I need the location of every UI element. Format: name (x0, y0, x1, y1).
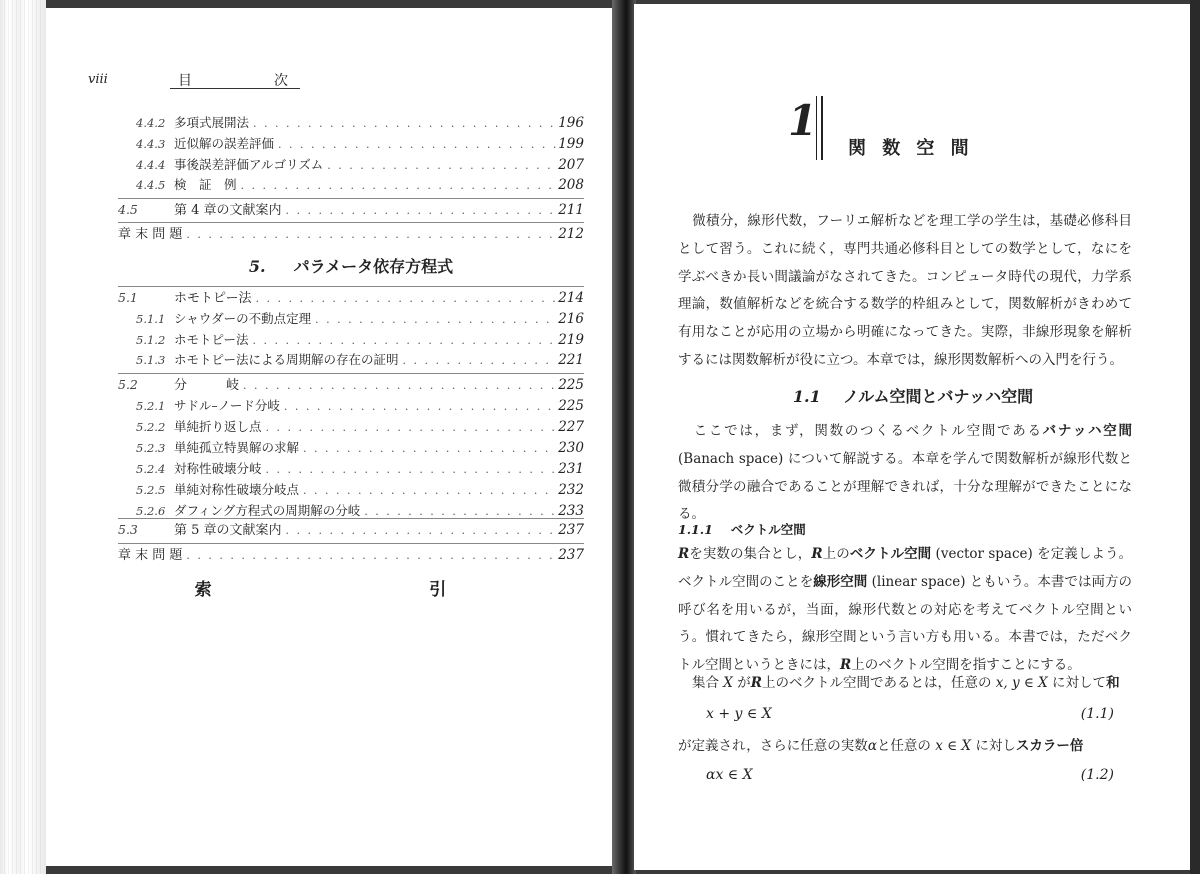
toc-entry-title: 多項式展開法 (174, 115, 250, 130)
toc-entry-title: サドル–ノード分岐 (174, 398, 280, 413)
toc-entry-page: 196 (558, 115, 584, 131)
toc-entry-page: 216 (558, 311, 584, 327)
toc-entry[interactable]: 5.1 ホモトピー法 . . . 214 (118, 288, 584, 308)
toc-entry-title: 第 4 章の文献案内 (174, 203, 282, 218)
toc-entry-page: 225 (558, 398, 584, 414)
subsection-heading: 1.1.1 ベクトル空間 (678, 522, 806, 537)
section-heading: 1.1 ノルム空間とバナッハ空間 (792, 387, 1034, 406)
book-edge-right (1190, 0, 1200, 874)
toc-entry-title: 章 末 問 題 (118, 548, 183, 563)
toc-entry-page: 225 (558, 377, 584, 393)
leader-dots (278, 135, 556, 155)
toc-entry[interactable]: 5.2.6 ダフィング方程式の周期解の分岐 . . . 233 (136, 501, 584, 521)
leader-dots (284, 397, 556, 417)
chapter-bar (816, 96, 823, 160)
toc-entry-page: 212 (558, 226, 584, 242)
leader-dots (253, 331, 557, 351)
toc-entry-title: 章 末 問 題 (118, 227, 183, 242)
toc-entry[interactable]: 5.2.3 単純孤立特異解の求解 . . . 230 (136, 438, 584, 458)
set-definition-line: 集合 X がR上のベクトル空間であるとは，任意の x, y ∈ X に対して和 (692, 675, 1120, 691)
leader-dots (303, 439, 556, 459)
toc-entry-title: 事後誤差評価アルゴリズム (174, 157, 324, 172)
toc-entry[interactable]: 5.2.5 単純対称性破壊分岐点 . . . 232 (136, 480, 584, 500)
toc-entry-title: 単純孤立特異解の求解 (174, 440, 300, 455)
leader-dots (266, 460, 557, 480)
toc-entry-page: 221 (558, 352, 584, 368)
chapter-5-heading[interactable]: 5. パラメータ依存方程式 (248, 257, 454, 276)
chapter-number: 1 (788, 96, 818, 145)
leader-dots (186, 546, 556, 566)
toc-entry-page: 227 (558, 419, 584, 435)
toc-entry-page: 233 (558, 503, 584, 519)
toc-entry-title: ホモトピー法 (174, 291, 252, 306)
toc-entry[interactable]: 4.5 第 4 章の文献案内 . . . 211 (118, 200, 584, 220)
toc-entry[interactable]: 5.2.4 対称性破壊分岐 . . . 231 (136, 459, 584, 479)
toc-entry-page: 211 (558, 202, 584, 218)
leader-dots (327, 156, 556, 176)
toc-entry[interactable]: 5.2 分 岐 . . . 225 (118, 375, 584, 395)
book-spine (612, 0, 636, 874)
toc-entry-title: 第 5 章の文献案内 (174, 523, 282, 538)
toc-entry-title: 近似解の誤差評価 (174, 136, 275, 151)
scalar-definition-line: が定義され，さらに任意の実数αと任意の x ∈ X に対しスカラー倍 (678, 738, 1084, 754)
leader-dots (266, 418, 557, 438)
toc-entry[interactable]: 5.2.1 サドル–ノード分岐 . . . 225 (136, 396, 584, 416)
toc-entry-page: 230 (558, 440, 584, 456)
leader-dots (241, 176, 557, 196)
toc-entry-page: 237 (558, 547, 584, 563)
toc-entry-title: 単純折り返し点 (174, 419, 262, 434)
toc-entry[interactable] (118, 224, 584, 244)
divider (118, 373, 584, 374)
leader-dots (255, 289, 556, 309)
toc-entry-page: 199 (558, 136, 584, 152)
toc-entry-page: 219 (558, 332, 584, 348)
leader-dots (315, 310, 556, 330)
toc-entry-title: ダフィング方程式の周期解の分岐 (174, 503, 361, 518)
toc-entry-page: 237 (558, 522, 584, 538)
equation-1-2: αx ∈ X (1.2) (706, 767, 1114, 783)
toc-entry[interactable]: 4.4.2 多項式展開法 . . . 196 (136, 113, 584, 133)
leader-dots (253, 114, 556, 134)
toc-entry[interactable]: 5.1.2 ホモトピー法 . . . 219 (136, 330, 584, 350)
leader-dots (303, 481, 556, 501)
divider (118, 222, 584, 223)
chapter-title: 関数空間 (848, 138, 985, 159)
toc-entry-title: 検 証 例 (174, 177, 237, 192)
divider (118, 198, 584, 199)
equation-label: (1.1) (1080, 706, 1114, 722)
toc-entry-page: 232 (558, 482, 584, 498)
running-head-rule (170, 88, 300, 89)
divider (118, 286, 584, 287)
toc-entry-page: 207 (558, 157, 584, 173)
toc-entry[interactable]: 4.4.4 事後誤差評価アルゴリズム . . . 207 (136, 155, 584, 175)
toc-entry-title: 対称性破壊分岐 (174, 461, 262, 476)
toc-entry[interactable]: 4.4.3 近似解の誤差評価 . . . 199 (136, 134, 584, 154)
toc-entry[interactable] (118, 545, 584, 565)
toc-entry-page: 214 (558, 290, 584, 306)
toc-entry-title: 分 岐 (174, 378, 240, 393)
toc-entry[interactable]: 5.1.3 ホモトピー法による周期解の存在の証明 . . . 221 (136, 350, 584, 370)
toc-entry-page: 208 (558, 177, 584, 193)
toc-entry[interactable]: 5.1.1 シャウダーの不動点定理 . . . 216 (136, 309, 584, 329)
book-page-edges-left (0, 0, 46, 874)
section-paragraph: ここでは，まず，関数のつくるベクトル空間であるバナッハ空間 (Banach space) について解説する。本章を学んで関数解析が線形代数と微積分学の融合であることが理解できれば，十分な理解ができたことになる。 (678, 423, 1132, 523)
leader-dots (186, 225, 556, 245)
equation-label: (1.2) (1080, 767, 1114, 783)
toc-entry[interactable]: 5.3 第 5 章の文献案内 . . . 237 (118, 520, 584, 540)
toc-entry-title: ホモトピー法による周期解の存在の証明 (174, 352, 399, 367)
leader-dots (403, 351, 557, 371)
running-head: viii 目 次 (88, 68, 298, 88)
index-heading[interactable]: 索 引 (194, 580, 508, 600)
toc-entry-title: ホモトピー法 (174, 332, 249, 347)
leader-dots (364, 502, 556, 522)
equation-1-1: x + y ∈ X (1.1) (706, 706, 1114, 722)
toc-entry-page: 231 (558, 461, 584, 477)
leader-dots (286, 201, 557, 221)
intro-paragraph: 微積分，線形代数，フーリエ解析などを理工学の学生は，基礎必修科目として習う。これに続く，専門共通必修科目としての数学として，なにを学ぶべきか長い間議論がなされてきた。コンピュータ時代の現代，力学系理論，数値解析などを統合する数学的枠組みとして，関数解析がきわめて有用なことが応用の立場から明確になってきた。実際，非線形現象を解析するには関数解析が役に立つ。本章では，線形関数解析への入門を行う。 (678, 213, 1132, 368)
divider (118, 543, 584, 544)
toc-entry-title: シャウダーの不動点定理 (174, 311, 312, 326)
toc-entry[interactable]: 5.2.2 単純折り返し点 . . . 227 (136, 417, 584, 437)
toc-entry-title: 単純対称性破壊分岐点 (174, 482, 300, 497)
leader-dots (243, 376, 556, 396)
leader-dots (286, 521, 557, 541)
toc-entry[interactable]: 4.4.5 検 証 例 . . . 208 (136, 175, 584, 195)
subsection-paragraph: Rを実数の集合とし，R上のベクトル空間 (vector space) を定義しよう。ベクトル空間のことを線形空間 (linear space) ともいう。本書では両方の呼び名を用いるが，当面，線形代数との対応を考えてベクトル空間という。慣れてきたら，線形空間という言い方も用いる。本書では，ただベクトル空間というときには，R上のベクトル空間を指すことにする。 (678, 546, 1133, 674)
page-folio: viii (88, 72, 108, 87)
divider (118, 518, 584, 519)
